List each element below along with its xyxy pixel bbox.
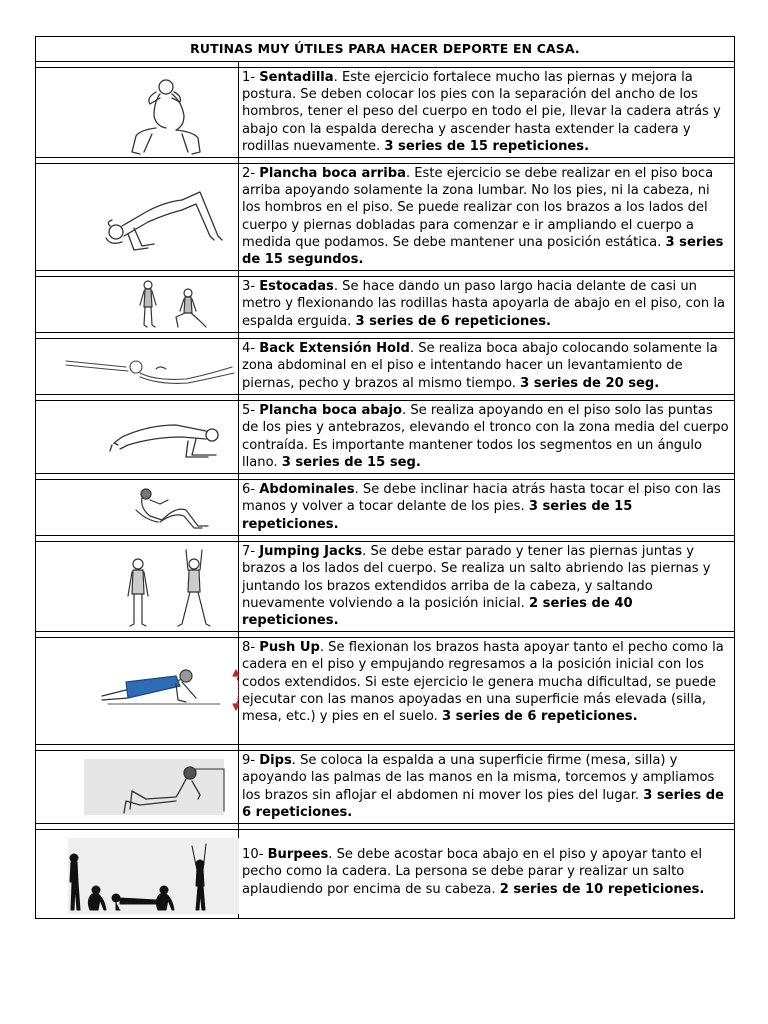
back-extension-illustration — [36, 339, 239, 395]
exercise-reps: 3 series de 6 repeticiones. — [442, 709, 638, 725]
exercise-row — [36, 542, 735, 632]
exercise-description — [239, 68, 735, 158]
exercise-number: 8- — [242, 640, 256, 656]
exercise-text: . Se hace dando un paso largo hacia delante de casi un metro y flexionando las rodillas hasta apoyarla de abajo en el piso, con la espalda erguida. — [242, 279, 725, 329]
exercise-number: 7- — [242, 544, 256, 560]
exercise-row — [36, 751, 735, 824]
exercise-row — [36, 480, 735, 536]
exercise-reps: 3 series de 15 seg. — [281, 454, 421, 470]
exercise-text: . Se realiza boca abajo colocando solamente la zona abdominal en el piso e intentando hacer un levantamiento de piernas, pecho y brazos al mismo tiempo. — [242, 341, 718, 391]
exercise-reps: 3 series de 15 segundos. — [242, 234, 724, 268]
exercise-reps: 3 series de 6 repeticiones. — [242, 787, 724, 820]
exercise-row — [36, 401, 735, 474]
exercise-number: 3- — [242, 279, 256, 295]
exercise-description — [239, 542, 735, 632]
exercise-text: . Este ejercicio fortalece mucho las piernas y mejora la postura. Se deben colocar los pies con la separación del ancho de los hombros, tener el peso del cuerpo en todo el pie, llevar la cadera atrás y abajo con la espalda derecha y ascender hasta extender la cadera y rodillas nuevamente. — [242, 70, 721, 154]
exercise-number: 4- — [242, 341, 256, 357]
exercise-row — [36, 830, 735, 919]
burpees-illustration — [36, 830, 239, 919]
exercise-description — [239, 480, 735, 536]
exercise-description — [239, 339, 735, 395]
exercise-name: Estocadas — [259, 279, 334, 295]
glute-bridge-illustration — [36, 164, 239, 271]
exercise-reps: 3 series de 20 seg. — [520, 375, 660, 391]
exercise-reps: 3 series de 15 repeticiones. — [242, 499, 633, 532]
exercise-text: . Se flexionan los brazos hasta apoyar tanto el pecho como la cadera en el piso y empujando regresamos a la posición inicial con los codos extendidos. Si este ejercicio le genera mucha dificultad, se puede ejecutar con las manos apoyadas en una superficie más elevada (silla, mesa, etc.) y pies en el suelo. — [242, 640, 724, 725]
page-title: RUTINAS MUY ÚTILES PARA HACER DEPORTE EN CASA. — [36, 37, 735, 62]
plank-illustration — [36, 401, 239, 474]
exercise-row — [36, 339, 735, 395]
exercise-text: . Se debe estar parado y tener las piernas juntas y brazos a los lados del cuerpo. Se realiza un salto abriendo las piernas y juntando los brazos extendidos arriba de la cabeza, y saltando nuevamente volviendo a la posición inicial. — [242, 544, 711, 611]
exercise-name: Abdominales — [259, 482, 355, 498]
exercise-name: Sentadilla — [259, 70, 334, 85]
exercise-reps: 3 series de 15 repeticiones. — [384, 138, 590, 154]
jumping-jacks-illustration — [36, 542, 239, 632]
exercise-name: Jumping Jacks — [259, 544, 363, 560]
exercise-name: Push Up — [259, 640, 320, 656]
exercise-number: 5- — [242, 403, 256, 419]
exercise-number: 1- — [242, 70, 256, 85]
exercise-description — [239, 401, 735, 474]
exercise-text: . Este ejercicio se debe realizar en el piso boca arriba apoyando solamente la zona lumbar. No los pies, ni la cabeza, ni los hombros en el piso. Se puede realizar con los brazos a los lados del cuerpo y piernas dobladas para comenzar e ir ampliando el cuerpo a medida que podamos. Se debe mantener una posición estática. — [242, 166, 714, 250]
exercise-reps: 2 series de 40 repeticiones. — [242, 595, 633, 629]
exercise-number: 2- — [242, 166, 256, 182]
exercise-text: . Se coloca la espalda a una superficie firme (mesa, silla) y apoyando las palmas de las manos en la misma, torcemos y ampliamos los brazos sin aflojar el abdomen ni mover los pies del lugar. — [242, 753, 715, 803]
exercise-number: 9- — [242, 753, 256, 769]
exercise-row — [36, 68, 735, 158]
situp-illustration — [36, 480, 239, 536]
exercise-reps: 3 series de 6 repeticiones. — [355, 313, 552, 329]
exercise-routine-sheet — [35, 36, 734, 919]
exercise-number: 6- — [242, 482, 256, 498]
exercise-name: Plancha boca arriba — [259, 166, 406, 182]
dips-illustration — [36, 751, 239, 824]
exercise-name: Plancha boca abajo — [259, 403, 403, 419]
exercise-number: 10- — [242, 847, 264, 863]
exercise-name: Dips — [259, 753, 292, 769]
exercise-name: Burpees — [267, 847, 329, 863]
exercise-text: . Se debe acostar boca abajo en el piso y apoyar tanto el pecho como la cadera. La persona se debe parar y realizar un salto aplaudiendo por encima de su cabeza. — [242, 847, 702, 897]
exercise-reps: 2 series de 10 repeticiones. — [499, 881, 705, 897]
routine-table — [35, 36, 735, 919]
exercise-description — [239, 164, 735, 271]
exercise-row — [36, 638, 735, 745]
exercise-description — [239, 638, 735, 745]
exercise-row — [36, 164, 735, 271]
pushup-illustration — [36, 638, 239, 745]
exercise-description — [239, 751, 735, 824]
exercise-row — [36, 277, 735, 333]
exercise-text: . Se debe inclinar hacia atrás hasta tocar el piso con las manos y volver a tocar delante de los pies. — [242, 482, 721, 515]
exercise-description — [239, 277, 735, 333]
exercise-text: . Se realiza apoyando en el piso solo las puntas de los pies y antebrazos, elevando el tronco con la zona media del cuerpo contraída. Es importante mantener todos los segmentos en un ángulo llano. — [242, 403, 729, 470]
exercise-description — [239, 830, 735, 919]
lunge-illustration — [36, 277, 239, 333]
squat-illustration — [36, 68, 239, 158]
exercise-name: Back Extensión Hold — [259, 341, 410, 357]
